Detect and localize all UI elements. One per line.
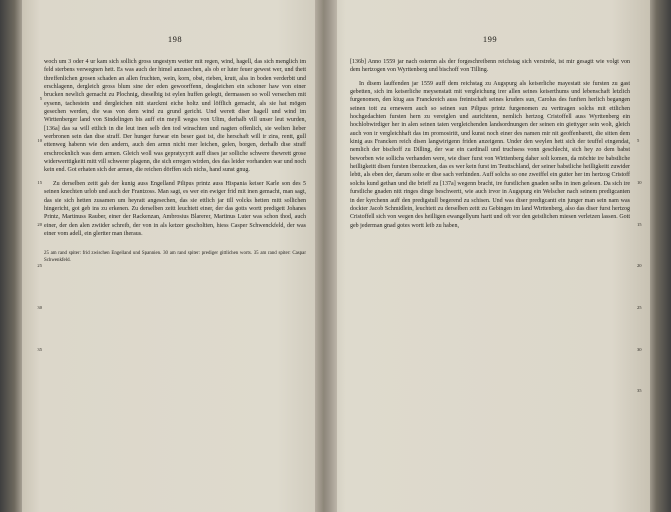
right-page-paragraph-1: In disem lauffenden jar 1559 auff dem reichstag zu Augspurg als keiserliche mayestatt sie fursten zu gast gebetten, sich im keiserliche meysenstatt mit vergleichung irer allen seines keiserthums und lebenschaft letzlich furgenomen, den kiug aus Franckreich auss freintschaft seines kruders sun, Carolus des funften herlich begangen seinen tott zu ernewern auch so seinen sun Pilipus printz furgenomen zu verttragen solchs mit ettlichen hochgedachten fursten hern zu vereiglen und aurichtenn, nemlich hertzog Cristoffell auss Wyrttenberg ein hochlobwirdiger her in alen seinen taten vergleichenden landsordnungen der seinen ein giettyger sein wolt, gleich auch von ir vergleichhaft das im promosiritt, und kunst noch einer des namen mir nit geoffenbarett, die sitten dem kinig aus Francken reich disen langwirigenn friden anzeigenn. Under den weylen hett sich der teuffel eingendat, nemlich der bischoff zu Dilling, der war ein cardinall und truchsess vonn geschlecht, sich hey zo dem babst beworben wie sollichs verhanden were, wie diser furst von Wirttenberg daher solt komen, da möchte ire babstliche heilligkeitt disen fursten iberzucken, das es wer kein furst im Teuttschland, der seiner babstliche heilligkeitt zuwider lebtt, als eben der, darum solte er dise sach verhinden. Auff solchs so one zweiffel ein gutter her im hertzog Cristoff solchs kund gethan und die brieff zu [137a] wegenn bracht, ire furstlichen gnaden selbs in inen gelesen. Da sich ire furstliche gnaden nitt ringes dinge beschwertt, wie auch irvor in Augspurg ein Welscher nach seinem predigcanten in der kyrchenn auff den predigstull begerend zu schisen. Und was diser predigcantt ein junger man sein nam was dockter Jacob Schmidlein, leuchtett zu derselben zeitt zu Gebingen im land Wirttenberg, also das diser furst hertzog Cristoffell sich von wegen des heilligen ewangellyum hartt und oft vor den geistlichen miesen verletzen lassen. Gott geb jederman gnad gotes wortt leib zu haben, <box>350 80 630 229</box>
footnote-marker-25: 25 <box>44 251 49 257</box>
page-edge-right <box>647 0 671 512</box>
line-number: 30 <box>637 346 642 352</box>
line-number: 30 <box>37 304 42 310</box>
footnote-text-35: am rand spiter: Caspar Schwenkfeld. <box>44 251 306 263</box>
line-number: 20 <box>637 263 642 269</box>
line-number: 10 <box>637 179 642 185</box>
line-number: 35 <box>637 388 642 394</box>
footnote-text-30: am rand spiter: prediger gittlichen worts. <box>169 251 253 257</box>
right-page-heading: [136b] Anno 1559 jar nach osternn als der forgeschreibenn reichstag sich verstrekt, ist mir gesagtt wie volgt von dem hertzogen von Wyrttenberg und bischoff von Tilling. <box>350 59 630 74</box>
folio-number-right: 199 <box>482 34 498 44</box>
book-gutter <box>315 0 337 512</box>
footnote-marker-35: 35 <box>253 251 259 257</box>
footnote-text-25: am rand spiter: frid zwischen Engelland und Spannien. <box>50 251 162 257</box>
footnote-rule <box>44 247 306 248</box>
left-page <box>44 34 306 264</box>
left-page-paragraph-1: woch um 3 oder 4 ur kam sich sollich gross ungestym wetter mit regen, wind, hagell, das sich menglich im feld sterbens verwegnen hett. Es was auch der himel anzusechen, als ob er luter feuer gewest wer, und thett threffenlichen grosen schaden an allen fruchten, wein, korn, obst, rieben, krutt, alss in boden verderbtt und erschlagenn, dergleich gross blum sine der eden gewoorffenn, desgleichen ein schoner haw von einer brucken newlich gemacht zu Plochnig, dieselbig ist eylen huffen gelegtt, dermassen so woll versechen mit eysenn, tachestein und dergleichen nitt starckmi eiche holtz und löfflich gemacht, als sie hat mögen gesechen werden, die was von dem wind zu grund gericht. Und werett diser hagell und wind im Wirttenberger land von Sindelingen bis auff ein meyll wegss von Ulim, derhalb vill unser leut wurden, [136a] das sa will ettlich in die leut inen selb den tod winschten und nagten offenlich, sie welten lieber werbronen sein dan dise straff. Der hunger furwar ein beser gast ist, die herschaft will ir zins, rentt, gull ettenweg habenn wie den andern, auch den armn nicht mer leichen, gelen, borgen, derhalb dise straff erschrocknlich was dem armen. Gleich woll was gepratycyrit auff dises jar solliche schwere thewrett grose widerwerttigkeitt mitt vill schwerer plagenn, die sich erregen wirden, des das leider vorhanden war und noch kein end. Got erhaten sich der armen, die reichen dörffen sich nichs, hand sunst gnug. <box>44 59 306 174</box>
line-number: 5 <box>637 138 640 144</box>
right-page <box>350 34 630 230</box>
folio-number-left: 198 <box>167 34 183 44</box>
page-edge-left <box>0 0 24 512</box>
line-number: 25 <box>37 263 42 269</box>
footnotes-left <box>44 247 306 264</box>
line-number: 35 <box>37 346 42 352</box>
footnote-marker-30: 30 <box>163 251 168 257</box>
line-number: 15 <box>37 179 42 185</box>
line-number: 20 <box>37 221 42 227</box>
line-number: 15 <box>637 221 642 227</box>
line-number-column-left <box>30 62 42 354</box>
line-number: 5 <box>39 96 42 102</box>
line-number: 10 <box>37 138 42 144</box>
line-number: 25 <box>637 304 642 310</box>
line-number-column-right <box>637 62 649 396</box>
left-page-paragraph-2: Zu derselben zeitt gab der kunig auss Engelland Pilipus printz auss Hispania keiser Karle son des 5 seinen knechten urlob und auch der Frantzoss. Man sagt, es wer ein ewiger frid mit inen gemacht, man sagt, das sie sich hetten zusamen um heyratt angesechen, das sie ettlich jar till volcks hetten mitt sollichen hingericht, got geb ins zu erkenen. Zu derselben zeitt leuchtett einer, der das gotts wortt predigett Johanes Printz, Martinuss Rauber, einer der Rackenzan, Ambrosius Blarerer, Martinus Luter was schon thod, auch einer, der den alen zwiider schreib, der von in als ketzer gescholtten, hiess Casper Schwenckfeld, der was einer vom adell, ein glertter man iheraus. <box>44 180 306 237</box>
